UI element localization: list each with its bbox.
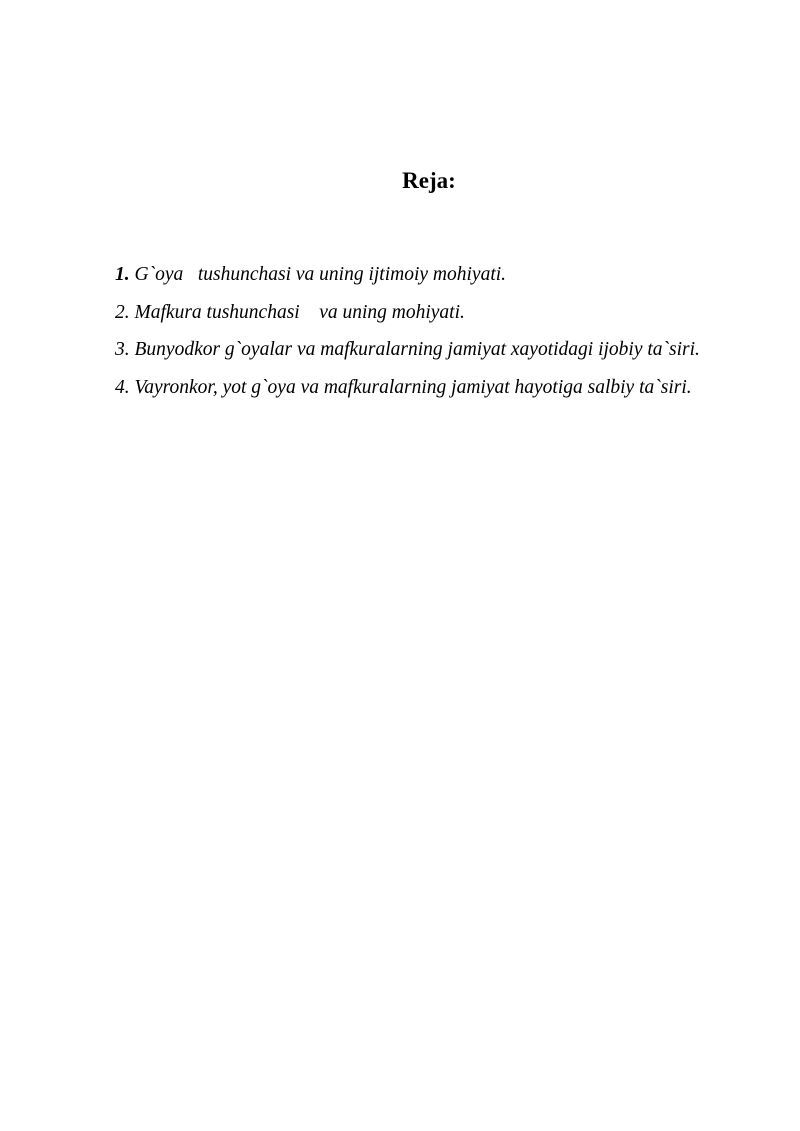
page-title: Reja:	[402, 168, 456, 193]
plan-item-number: 2.	[115, 301, 130, 323]
plan-item-number: 4.	[115, 376, 130, 398]
plan-item-4	[115, 369, 743, 407]
plan-item-number: 3.	[115, 339, 130, 360]
plan-item-3	[115, 331, 743, 369]
plan-item-text: Vayronkor, yot g`oya va mafkuralarning jamiyat hayotiga salbiy ta`siri.	[129, 376, 692, 398]
plan-item-2	[115, 294, 743, 332]
plan-list	[115, 256, 743, 406]
plan-item-number: 1.	[115, 264, 130, 285]
plan-item-text: G`oya tushunchasi va uning ijtimoiy mohiyati.	[129, 264, 507, 285]
plan-item-1	[115, 256, 743, 294]
plan-item-text: Mafkura tushunchasi va uning mohiyati.	[129, 301, 465, 323]
plan-item-text: Bunyodkor g`oyalar va mafkuralarning jamiyat xayotidagi ijobiy ta`siri.	[129, 339, 700, 360]
